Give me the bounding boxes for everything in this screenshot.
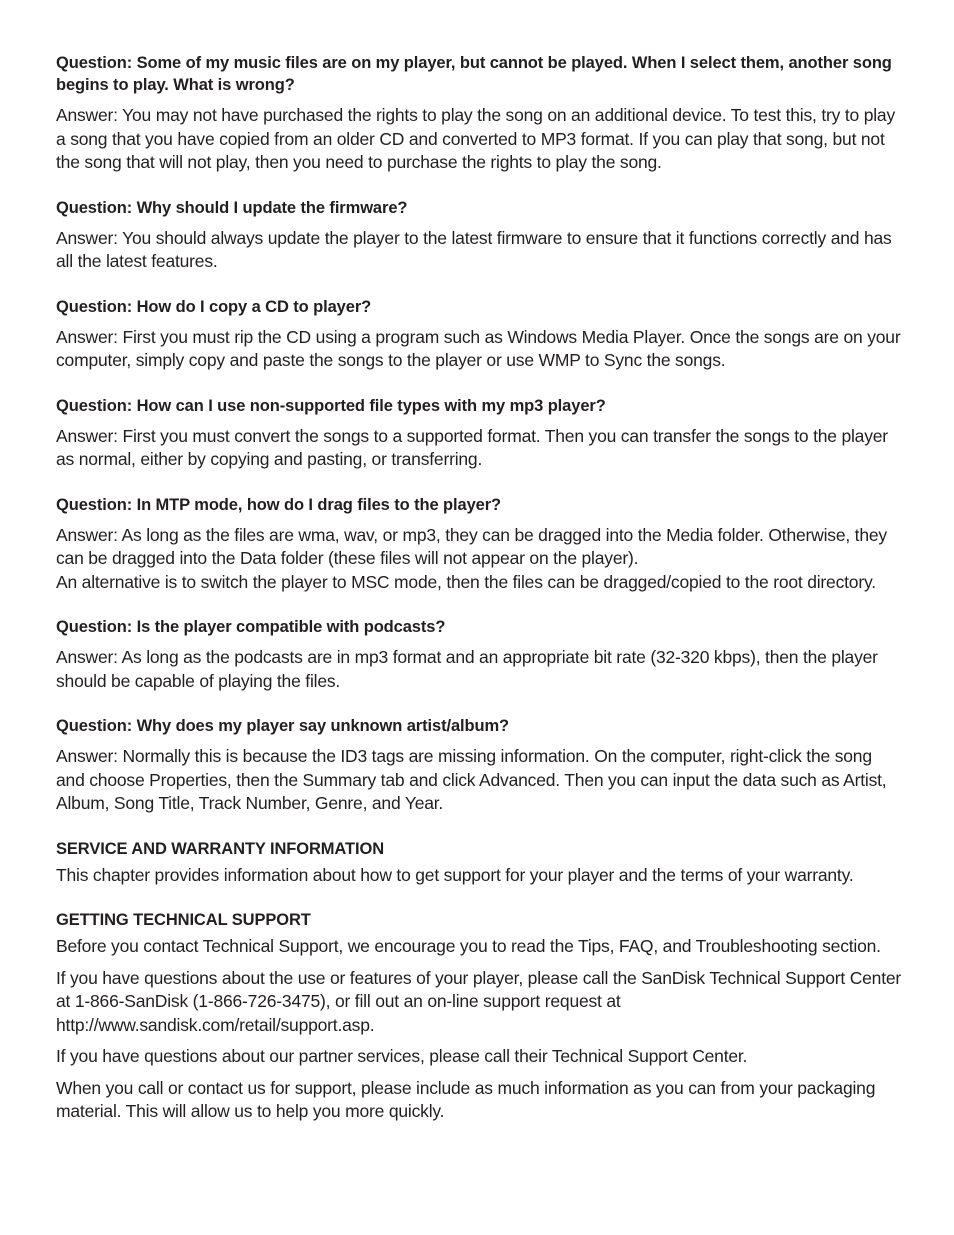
- support-paragraph: If you have questions about the use or features of your player, please call the SanDisk Technical Support Center at 1-866-SanDisk (1-866-726-3475), or fill out an on-line support request at http://www.sandisk.com/retail/support.asp.: [56, 967, 902, 1035]
- section-heading: SERVICE AND WARRANTY INFORMATION: [56, 839, 385, 858]
- technical-support-section: [56, 909, 902, 1124]
- faq-item-unknown-artist: [56, 715, 902, 816]
- support-paragraph: Before you contact Technical Support, we encourage you to read the Tips, FAQ, and Troubleshooting section.: [56, 936, 881, 956]
- faq-answer: Answer: First you must rip the CD using a program such as Windows Media Player. Once the songs are on your computer, simply copy and paste the songs to the player or use WMP to Sync the songs.: [56, 326, 901, 370]
- support-paragraph: If you have questions about our partner services, please call their Technical Support Center.: [56, 1046, 748, 1066]
- faq-answer: Answer: As long as the files are wma, wav, or mp3, they can be dragged into the Media folder. Otherwise, they can be dragged into the Data folder (these files will not appear on the player).: [56, 524, 887, 568]
- faq-item-copy-cd: [56, 296, 902, 373]
- faq-answer: Answer: You should always update the player to the latest firmware to ensure that it functions correctly and has all the latest features.: [56, 227, 892, 271]
- faq-answer-extra: An alternative is to switch the player to MSC mode, then the files can be dragged/copied to the root directory.: [56, 571, 876, 592]
- faq-answer: Answer: You may not have purchased the rights to play the song on an additional device. To test this, try to play a song that you have copied from an older CD and converted to MP3 format. If you can play that song, but not the song that will not play, then you need to purchase the rights to play the song.: [56, 105, 895, 172]
- faq-answer: Answer: Normally this is because the ID3 tags are missing information. On the computer, right-click the song and choose Properties, then the Summary tab and click Advanced. Then you can input the data such as Artist, Album, Song Title, Track Number, Genre, and Year.: [56, 746, 887, 813]
- faq-item-firmware: [56, 197, 902, 274]
- faq-question: Question: How can I use non-supported file types with my mp3 player?: [56, 396, 606, 415]
- faq-item-podcasts: [56, 616, 902, 693]
- faq-question: Question: Some of my music files are on my player, but cannot be played. When I select them, another song begins to play. What is wrong?: [56, 54, 892, 94]
- faq-question: Question: Is the player compatible with podcasts?: [56, 618, 446, 636]
- section-text: This chapter provides information about how to get support for your player and the terms of your warranty.: [56, 864, 854, 885]
- faq-item-mtp: [56, 494, 902, 595]
- service-warranty-section: [56, 838, 902, 888]
- faq-answer: Answer: First you must convert the songs to a supported format. Then you can transfer the songs to the player as normal, either by copying and pasting, or transferring.: [56, 425, 888, 469]
- document-page: [56, 52, 902, 1146]
- faq-question: Question: Why does my player say unknown artist/album?: [56, 717, 510, 735]
- faq-question: Question: In MTP mode, how do I drag files to the player?: [56, 495, 502, 514]
- section-heading: GETTING TECHNICAL SUPPORT: [56, 911, 311, 929]
- faq-answer: Answer: As long as the podcasts are in mp3 format and an appropriate bit rate (32-320 kbps), then the player should be capable of playing the files.: [56, 647, 878, 691]
- support-paragraph: When you call or contact us for support, please include as much information as you can from your packaging material. This will allow us to help you more quickly.: [56, 1077, 876, 1121]
- faq-question: Question: Why should I update the firmware?: [56, 198, 408, 217]
- faq-question: Question: How do I copy a CD to player?: [56, 297, 372, 316]
- faq-item-non-supported: [56, 395, 902, 472]
- faq-item-rights: [56, 52, 902, 175]
